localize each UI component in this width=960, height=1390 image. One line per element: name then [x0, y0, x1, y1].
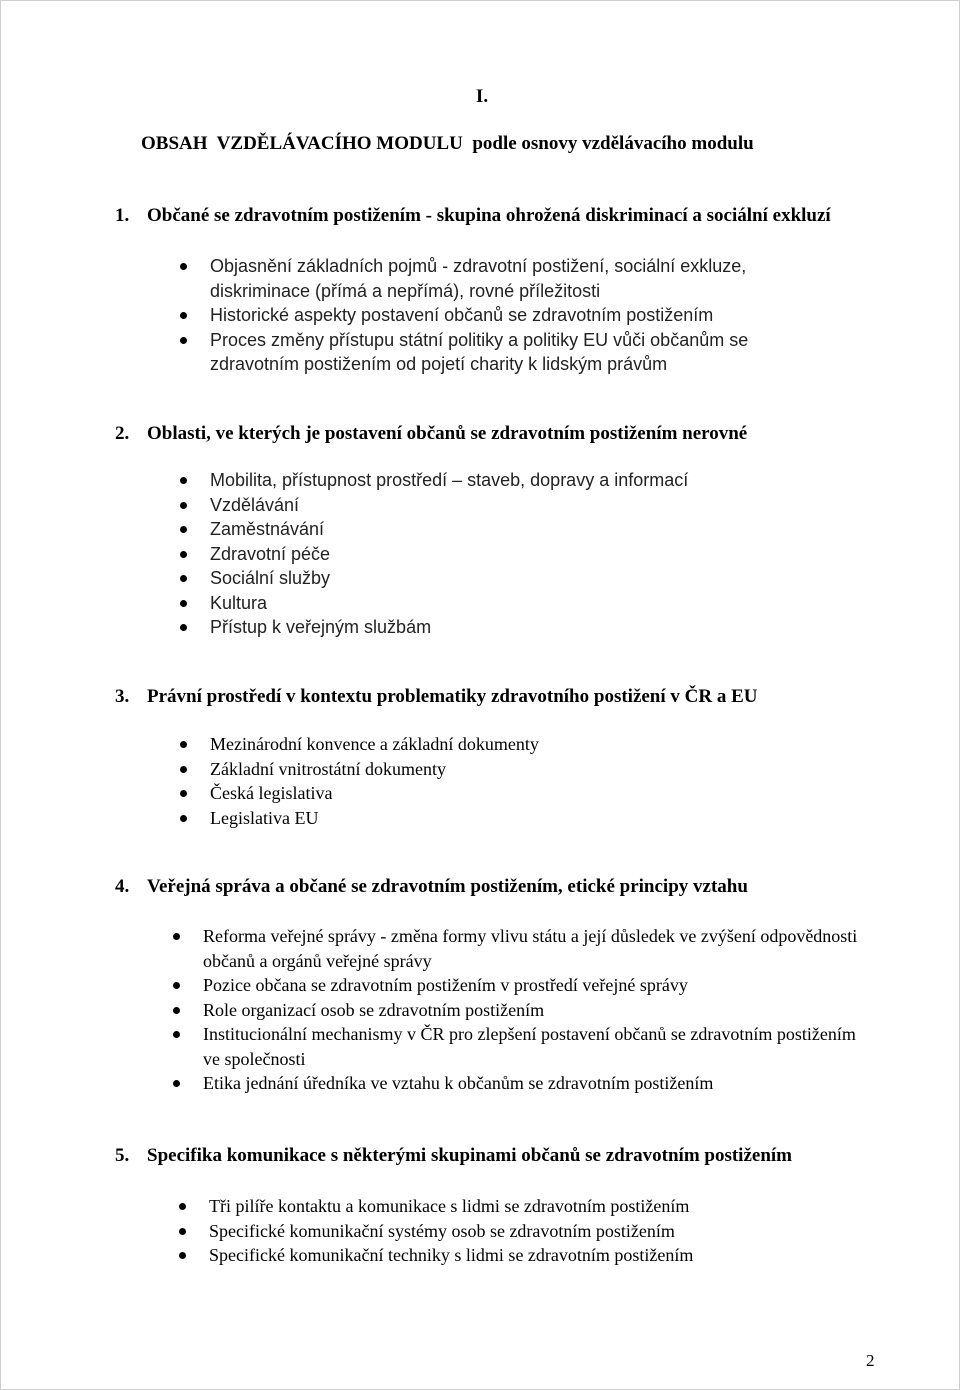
- section-3-list: [210, 732, 830, 830]
- section-3-title: Právní prostředí v kontextu problematiky zdravotního postižení v ČR a EU: [147, 686, 758, 707]
- list-item: Reforma veřejné správy - změna formy vlivu státu a její důsledek ve zvýšení odpovědnosti občanů a orgánů veřejné správy: [203, 924, 863, 973]
- page-number: 2: [866, 1351, 875, 1370]
- section-5-title: Specifika komunikace s některými skupinami občanů se zdravotním postižením: [147, 1145, 792, 1166]
- list-item: Vzdělávání: [210, 493, 830, 518]
- section-5-heading: [115, 1145, 792, 1167]
- list-item: Pozice občana se zdravotním postižením v prostředí veřejné správy: [203, 973, 863, 998]
- section-5-number: 5.: [115, 1145, 130, 1166]
- list-item: Česká legislativa: [210, 781, 830, 806]
- list-item: Sociální služby: [210, 566, 830, 591]
- section-4-title: Veřejná správa a občané se zdravotním postižením, etické principy vztahu: [147, 876, 748, 897]
- section-4-heading: [115, 876, 748, 898]
- list-item: Institucionální mechanismy v ČR pro zlepšení postavení občanů se zdravotním postižením ve společnosti: [203, 1022, 863, 1071]
- section-5-list: [209, 1194, 849, 1268]
- list-item: Mezinárodní konvence a základní dokumenty: [210, 732, 830, 757]
- section-2-heading: [115, 423, 747, 445]
- chapter-number: I.: [475, 86, 489, 107]
- list-item: Základní vnitrostátní dokumenty: [210, 757, 830, 782]
- section-2-title: Oblasti, ve kterých je postavení občanů se zdravotním postižením nerovné: [147, 423, 748, 444]
- section-2-list: [210, 468, 830, 640]
- document-title: OBSAH VZDĚLÁVACÍHO MODULU podle osnovy vzdělávacího modulu: [141, 133, 754, 154]
- section-1-heading: [115, 205, 831, 227]
- section-4-number: 4.: [115, 876, 130, 897]
- section-2-number: 2.: [115, 423, 130, 444]
- list-item: Etika jednání úředníka ve vztahu k občanům se zdravotním postižením: [203, 1071, 863, 1096]
- list-item: Mobilita, přístupnost prostředí – staveb, dopravy a informací: [210, 468, 830, 493]
- list-item: Zdravotní péče: [210, 542, 830, 567]
- list-item: Proces změny přístupu státní politiky a politiky EU vůči občanům se zdravotním postižením od pojetí charity k lidským právům: [210, 328, 810, 377]
- section-1-title: Občané se zdravotním postižením - skupina ohrožená diskriminací a sociální exkluzí: [147, 205, 831, 226]
- section-3-heading: [115, 686, 758, 708]
- list-item: Specifické komunikační systémy osob se zdravotním postižením: [209, 1219, 849, 1244]
- list-item: Legislativa EU: [210, 806, 830, 831]
- list-item: Role organizací osob se zdravotním postižením: [203, 998, 863, 1023]
- list-item: Kultura: [210, 591, 830, 616]
- section-1-list: [210, 254, 810, 377]
- list-item: Historické aspekty postavení občanů se zdravotním postižením: [210, 303, 810, 328]
- list-item: Objasnění základních pojmů - zdravotní postižení, sociální exkluze, diskriminace (přímá a nepřímá), rovné příležitosti: [210, 254, 810, 303]
- list-item: Zaměstnávání: [210, 517, 830, 542]
- section-3-number: 3.: [115, 686, 130, 707]
- list-item: Tři pilíře kontaktu a komunikace s lidmi se zdravotním postižením: [209, 1194, 849, 1219]
- section-1-number: 1.: [115, 205, 130, 226]
- list-item: Specifické komunikační techniky s lidmi se zdravotním postižením: [209, 1243, 849, 1268]
- section-4-list: [203, 924, 863, 1096]
- list-item: Přístup k veřejným službám: [210, 615, 830, 640]
